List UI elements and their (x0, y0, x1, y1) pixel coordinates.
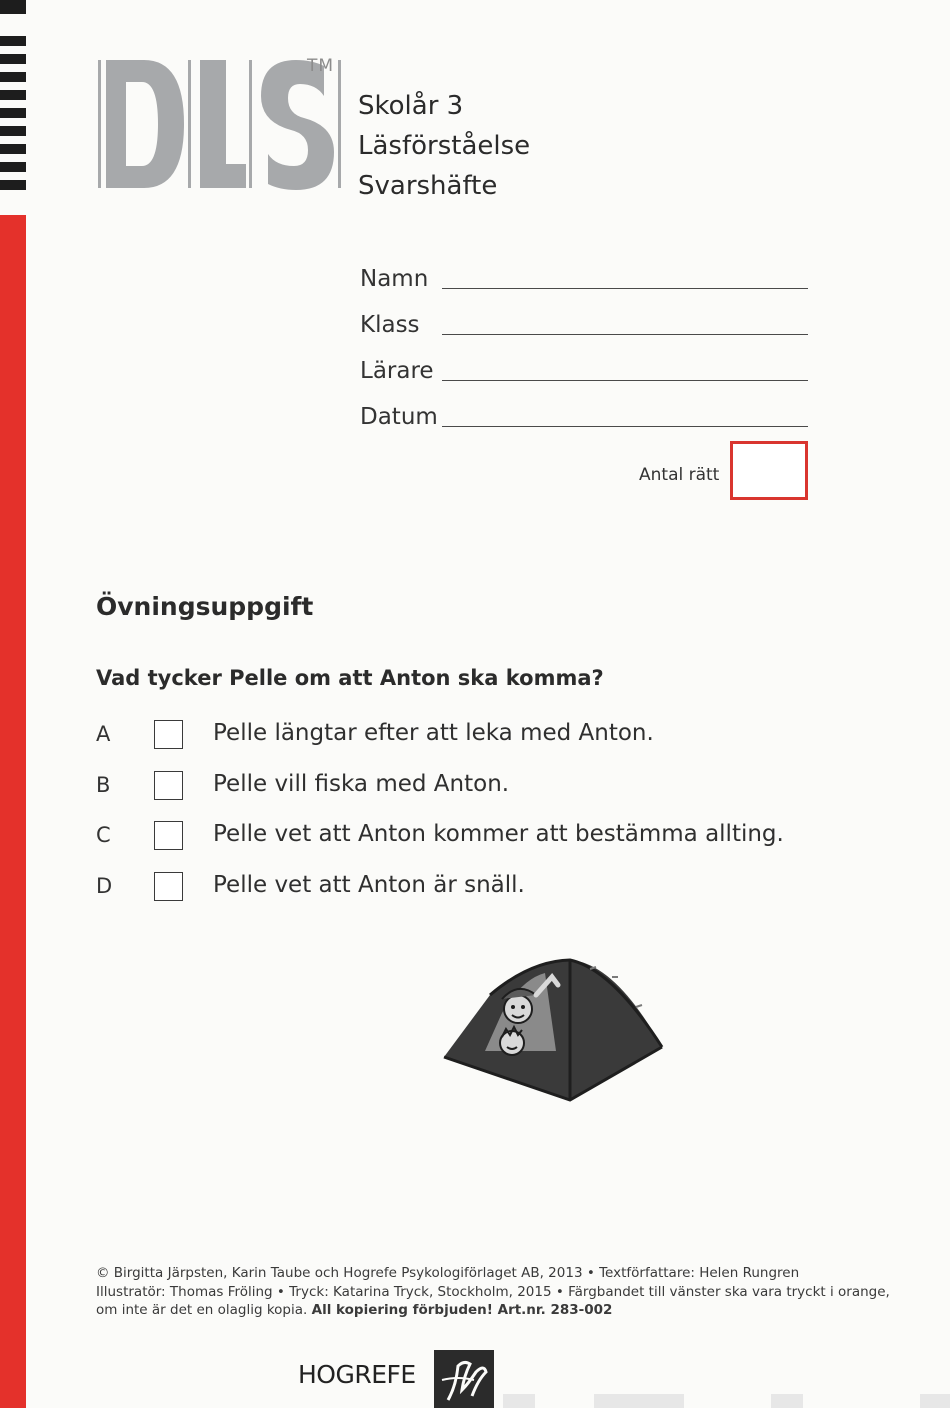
grade-label: Skolår 3 (358, 91, 464, 121)
field-label: Namn (360, 266, 429, 292)
option-text: Pelle vet att Anton är snäll. (213, 871, 525, 898)
color-band-red (0, 215, 26, 1408)
booklet-type-label: Svarshäfte (358, 171, 498, 201)
write-line[interactable] (442, 380, 808, 381)
write-line[interactable] (442, 426, 808, 427)
answer-options (96, 716, 796, 918)
band-bar (0, 126, 26, 136)
answer-checkbox[interactable] (154, 821, 183, 850)
band-bar (0, 180, 26, 190)
answer-checkbox[interactable] (154, 720, 183, 749)
band-bar (0, 0, 26, 14)
option-text: Pelle längtar efter att leka med Anton. (213, 720, 654, 746)
teacher-field[interactable] (360, 352, 810, 398)
answer-checkbox[interactable] (154, 872, 183, 901)
footer-text: om inte är det en olaglig kopia. (96, 1302, 312, 1318)
scan-mark (503, 1394, 535, 1408)
answer-option-d (96, 868, 796, 919)
band-bar (0, 36, 26, 46)
band-bar (0, 54, 26, 64)
footer-line: Illustratör: Thomas Fröling • Tryck: Katarina Tryck, Stockholm, 2015 • Färgbandet till vänster ska vara tryckt i orange, (96, 1283, 890, 1300)
scan-mark (771, 1394, 803, 1408)
field-label: Lärare (360, 358, 434, 384)
option-letter: A (96, 722, 111, 746)
color-band-bars (0, 0, 26, 215)
write-line[interactable] (442, 288, 808, 289)
option-letter: D (96, 873, 113, 898)
copyright-footer (96, 1264, 890, 1320)
answer-option-a (96, 716, 796, 767)
scan-mark (920, 1394, 950, 1408)
band-bar (0, 108, 26, 118)
tent-illustration (440, 955, 665, 1105)
booklet-title-block (358, 86, 530, 206)
trademark-symbol: TM (307, 56, 335, 76)
field-label: Datum (360, 404, 438, 430)
publisher-name: HOGREFE (298, 1360, 416, 1389)
option-text: Pelle vill fiska med Anton. (213, 770, 510, 797)
publisher-logo-icon (434, 1350, 494, 1408)
answer-checkbox[interactable] (154, 771, 183, 800)
score-box[interactable] (730, 441, 808, 500)
field-label: Klass (360, 312, 420, 338)
option-text: Pelle vet att Anton kommer att bestämma allting. (213, 821, 784, 847)
question-text: Vad tycker Pelle om att Anton ska komma? (96, 666, 604, 690)
scan-mark (594, 1394, 684, 1408)
class-field[interactable] (360, 306, 810, 352)
name-field[interactable] (360, 260, 810, 306)
footer-line: © Birgitta Järpsten, Karin Taube och Hogrefe Psykologiförlaget AB, 2013 • Textförfattare: Helen Rungren (96, 1265, 800, 1281)
option-letter: C (96, 823, 111, 847)
option-letter: B (96, 772, 111, 797)
band-bar (0, 72, 26, 82)
band-bar (0, 144, 26, 154)
write-line[interactable] (442, 334, 808, 335)
date-field[interactable] (360, 398, 810, 444)
score-label: Antal rätt (639, 465, 720, 485)
section-title: Övningsuppgift (96, 592, 314, 621)
copy-warning: All kopiering förbjuden! Art.nr. 283-002 (311, 1302, 613, 1318)
subject-label: Läsförståelse (358, 131, 531, 161)
student-info-form (360, 260, 810, 444)
band-bar (0, 162, 26, 172)
answer-option-c (96, 817, 796, 868)
footer-line (96, 1301, 890, 1320)
answer-option-b (96, 767, 796, 818)
band-bar (0, 90, 26, 100)
